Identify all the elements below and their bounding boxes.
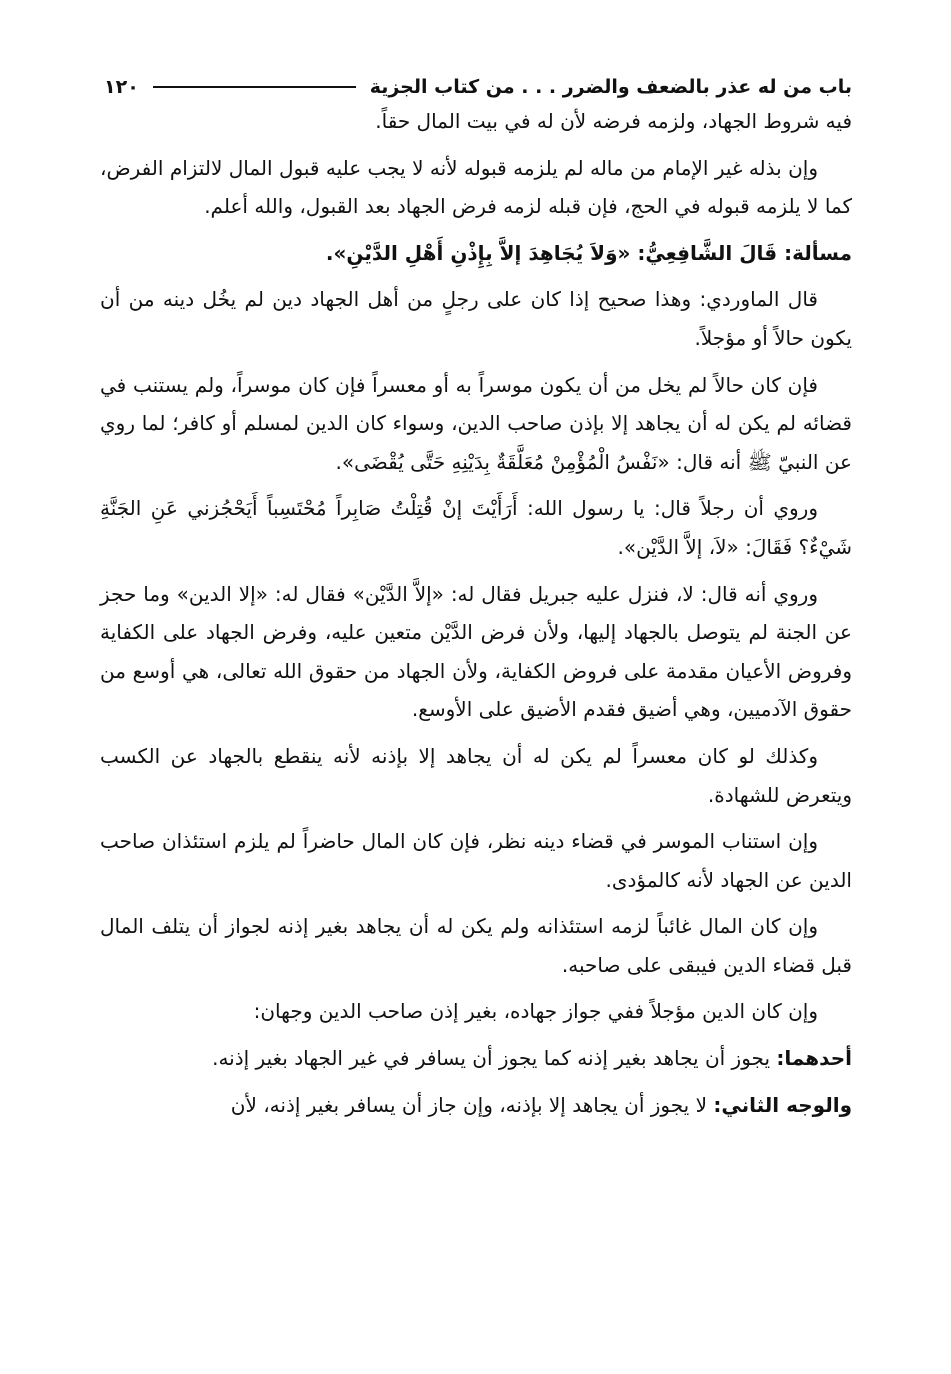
paragraph-text: «وَلاَ يُجَاهِدَ إلاَّ بِإِذْنِ أَهْلِ الدَّيْنِ». — [325, 240, 638, 265]
paragraph — [100, 280, 852, 357]
paragraph-text: قال الماوردي: وهذا صحيح إذا كان على رجلٍ من أهل الجهاد دين لم يخُل دينه من أن يكون حالاً أو مؤجلاً. — [100, 287, 852, 350]
page-number: ١٢٠ — [104, 76, 139, 98]
paragraph-lead: أحدهما: — [776, 1046, 852, 1071]
chapter-title: باب من له عذر بالضعف والضرر . . . من كتاب الجزية — [369, 76, 852, 98]
paragraph-lead: مسألة: قَالَ الشَّافِعِيُّ: — [637, 240, 852, 265]
paragraph — [100, 1086, 852, 1125]
paragraph — [100, 907, 852, 984]
paragraph — [100, 149, 852, 226]
paragraph — [100, 1039, 852, 1078]
paragraph-text: لا يجوز أن يجاهد إلا بإذنه، وإن جاز أن يسافر بغير إذنه، لأن — [230, 1092, 714, 1117]
paragraph — [100, 102, 852, 141]
page-body — [100, 102, 852, 1124]
paragraph-text: وإن كان الدين مؤجلاً ففي جواز جهاده، بغير إذن صاحب الدين وجهان: — [253, 999, 818, 1024]
paragraph-text: يجوز أن يجاهد بغير إذنه كما يجوز أن يسافر في غير الجهاد بغير إذنه. — [212, 1046, 777, 1071]
paragraph — [100, 366, 852, 482]
paragraph-text: وروي أن رجلاً قال: يا رسول الله: أَرَأَيْتَ إنْ قُتِلْتُ صَابِراً مُحْتَسِباً أَيَحْجُزني عَنِ الجَنَّةِ شَيْءٌ؟ فَقَالَ: «لاَ، إلاَّ الدَّيْن». — [100, 496, 852, 559]
book-page — [100, 72, 852, 1132]
paragraph — [100, 489, 852, 566]
paragraph-text: وإن كان المال غائباً لزمه استئذانه ولم يكن له أن يجاهد بغير إذنه لجواز أن يتلف المال قبل قضاء الدين فيبقى على صاحبه. — [100, 914, 852, 977]
paragraph — [100, 737, 852, 814]
paragraph-text: فإن كان حالاً لم يخل من أن يكون موسراً به أو معسراً فإن كان موسراً، ولم يستنب في قضائه لم يكن له أن يجاهد إلا بإذن صاحب الدين، وسواء كان الدين لمسلم أو كافر؛ لما روي عن النبيّ ﷺ أنه قال: «نَفْسُ الْمُؤْمِنْ مُعَلَّقَةٌ بِدَيْنِهِ حَتَّى يُقْضَى». — [100, 372, 852, 474]
paragraph-text: فيه شروط الجهاد، ولزمه فرضه لأن له في بيت المال حقاً. — [375, 109, 852, 133]
header-rule — [153, 86, 356, 88]
running-header — [100, 72, 852, 102]
paragraph-text: وروي أنه قال: لا، فنزل عليه جبريل فقال له: «إلاَّ الدَّيْن» فقال له: «إلا الدين» وما حجز عن الجنة لم يتوصل بالجهاد إليها، ولأن فرض الدَّيْن متعين عليه، وفرض الجهاد على الكفاية وفروض الأعيان مقدمة على فروض الكفاية، ولأن الجهاد من حقوق الله تعالى، هي أوسع من حقوق الآدميين، وهي أضيق فقدم الأضيق على الأوسع. — [100, 581, 852, 722]
paragraph — [100, 234, 852, 273]
paragraph-text: وإن استناب الموسر في قضاء دينه نظر، فإن كان المال حاضراً لم يلزم استئذان صاحب الدين عن الجهاد لأنه كالمؤدى. — [100, 829, 852, 892]
paragraph — [100, 575, 852, 729]
paragraph-text: وإن بذله غير الإمام من ماله لم يلزمه قبوله لأنه لا يجب عليه قبول المال لالتزام الفرض، كما لا يلزمه قبوله في الحج، فإن قبله لزمه فرض الجهاد بعد القبول، والله أعلم. — [100, 155, 852, 219]
paragraph-lead: والوجه الثاني: — [713, 1092, 852, 1117]
paragraph — [100, 822, 852, 899]
paragraph — [100, 992, 852, 1031]
paragraph-text: وكذلك لو كان معسراً لم يكن له أن يجاهد إلا بإذنه لأنه ينقطع بالجهاد عن الكسب ويتعرض للشهادة. — [100, 743, 852, 807]
